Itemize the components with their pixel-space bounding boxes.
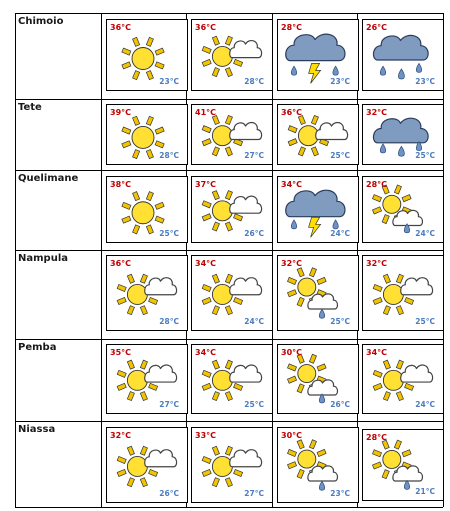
high-temp: 36°C: [281, 108, 303, 117]
high-temp: 36°C: [110, 259, 132, 268]
high-temp: 32°C: [110, 431, 132, 440]
forecast-tile: [191, 104, 273, 165]
low-temp: 25°C: [330, 317, 350, 326]
forecast-tile: [191, 19, 273, 91]
forecast-tile: [362, 255, 444, 331]
low-temp: 25°C: [244, 400, 264, 409]
forecast-tile: [191, 255, 273, 331]
raindrop-shape: [380, 144, 385, 153]
high-temp: 41°C: [195, 108, 217, 117]
cloud-shape: [308, 380, 338, 395]
forecast-tile: [362, 429, 444, 501]
low-temp: 25°C: [330, 151, 350, 160]
high-temp: 39°C: [110, 108, 132, 117]
cloud-shape: [393, 210, 423, 225]
cloud-shape: [373, 35, 428, 60]
city-name: Nampula: [18, 253, 68, 264]
raindrop-shape: [319, 481, 324, 490]
forecast-tile: [106, 344, 188, 414]
high-temp: 32°C: [366, 259, 388, 268]
high-temp: 36°C: [195, 23, 217, 32]
low-temp: 25°C: [415, 151, 435, 160]
cloud-shape: [401, 278, 433, 295]
high-temp: 34°C: [281, 180, 303, 189]
sun-shape: [122, 116, 164, 158]
high-temp: 28°C: [366, 180, 388, 189]
forecast-tile: [106, 427, 188, 503]
raindrop-shape: [333, 66, 338, 75]
city-name: Chimoio: [18, 16, 64, 27]
cloud-shape: [230, 278, 262, 295]
forecast-tile: [277, 176, 359, 243]
cloud-shape: [230, 196, 262, 213]
city-name: Pemba: [18, 342, 57, 353]
city-name: Quelimane: [18, 173, 79, 184]
low-temp: 23°C: [330, 77, 350, 86]
low-temp: 23°C: [330, 489, 350, 498]
table-rule: [101, 13, 102, 507]
high-temp: 34°C: [195, 348, 217, 357]
forecast-tile: [106, 104, 188, 165]
raindrop-shape: [398, 69, 404, 79]
high-temp: 38°C: [110, 180, 132, 189]
table-rule: [15, 13, 16, 507]
high-temp: 30°C: [281, 431, 303, 440]
low-temp: 28°C: [159, 317, 179, 326]
low-temp: 21°C: [415, 487, 435, 496]
cloud-shape: [308, 294, 338, 309]
forecast-tile: [277, 427, 359, 503]
high-temp: 26°C: [366, 23, 388, 32]
low-temp: 23°C: [159, 77, 179, 86]
high-temp: 28°C: [281, 23, 303, 32]
table-rule: [15, 421, 443, 422]
cloud-shape: [145, 450, 177, 467]
cloud-shape: [373, 118, 428, 143]
forecast-tile: [362, 19, 444, 91]
low-temp: 25°C: [159, 229, 179, 238]
raindrop-shape: [291, 220, 296, 229]
raindrop-shape: [380, 66, 385, 75]
low-temp: 25°C: [415, 317, 435, 326]
forecast-tile: [277, 255, 359, 331]
high-temp: 30°C: [281, 348, 303, 357]
forecast-tile: [362, 344, 444, 414]
forecast-tile: [277, 19, 359, 91]
cloud-shape: [286, 34, 345, 60]
high-temp: 28°C: [366, 433, 388, 442]
low-temp: 26°C: [330, 400, 350, 409]
table-rule: [15, 170, 443, 171]
sun-shape: [122, 37, 164, 79]
city-name: Tete: [18, 102, 42, 113]
low-temp: 26°C: [244, 229, 264, 238]
forecast-tile: [191, 427, 273, 503]
table-rule: [15, 99, 443, 100]
low-temp: 24°C: [244, 317, 264, 326]
cloud-shape: [316, 122, 348, 139]
raindrop-shape: [291, 66, 296, 75]
cloud-shape: [230, 122, 262, 139]
cloud-shape: [230, 450, 262, 467]
forecast-tile: [106, 19, 188, 91]
cloud-shape: [401, 365, 433, 382]
forecast-tile: [106, 176, 188, 243]
low-temp: 28°C: [244, 77, 264, 86]
low-temp: 23°C: [415, 77, 435, 86]
forecast-table: [15, 13, 443, 507]
high-temp: 32°C: [281, 259, 303, 268]
sun-shape: [122, 192, 164, 234]
forecast-tile: [191, 344, 273, 414]
forecast-tile: [277, 104, 359, 165]
cloud-shape: [230, 41, 262, 58]
high-temp: 37°C: [195, 180, 217, 189]
raindrop-shape: [333, 220, 338, 229]
forecast-tile: [106, 255, 188, 331]
low-temp: 24°C: [330, 229, 350, 238]
table-rule: [15, 250, 443, 251]
raindrop-shape: [319, 309, 324, 318]
cloud-shape: [230, 365, 262, 382]
high-temp: 36°C: [110, 23, 132, 32]
cloud-shape: [393, 466, 423, 481]
high-temp: 34°C: [366, 348, 388, 357]
table-rule: [15, 507, 443, 508]
low-temp: 27°C: [244, 489, 264, 498]
cloud-shape: [286, 190, 345, 216]
table-rule: [15, 13, 443, 14]
table-rule: [15, 339, 443, 340]
high-temp: 35°C: [110, 348, 132, 357]
raindrop-shape: [404, 480, 409, 489]
raindrop-shape: [398, 146, 404, 156]
low-temp: 24°C: [415, 229, 435, 238]
high-temp: 33°C: [195, 431, 217, 440]
raindrop-shape: [416, 63, 421, 72]
cloud-shape: [145, 365, 177, 382]
high-temp: 34°C: [195, 259, 217, 268]
lightning-shape: [309, 63, 321, 83]
forecast-tile: [362, 176, 444, 243]
forecast-tile: [277, 344, 359, 414]
low-temp: 27°C: [244, 151, 264, 160]
low-temp: 27°C: [159, 400, 179, 409]
low-temp: 26°C: [159, 489, 179, 498]
high-temp: 32°C: [366, 108, 388, 117]
city-name: Niassa: [18, 424, 56, 435]
forecast-tile: [191, 176, 273, 243]
forecast-tile: [362, 104, 444, 165]
low-temp: 24°C: [415, 400, 435, 409]
cloud-shape: [145, 278, 177, 295]
low-temp: 28°C: [159, 151, 179, 160]
cloud-shape: [308, 466, 338, 481]
lightning-shape: [309, 217, 321, 237]
